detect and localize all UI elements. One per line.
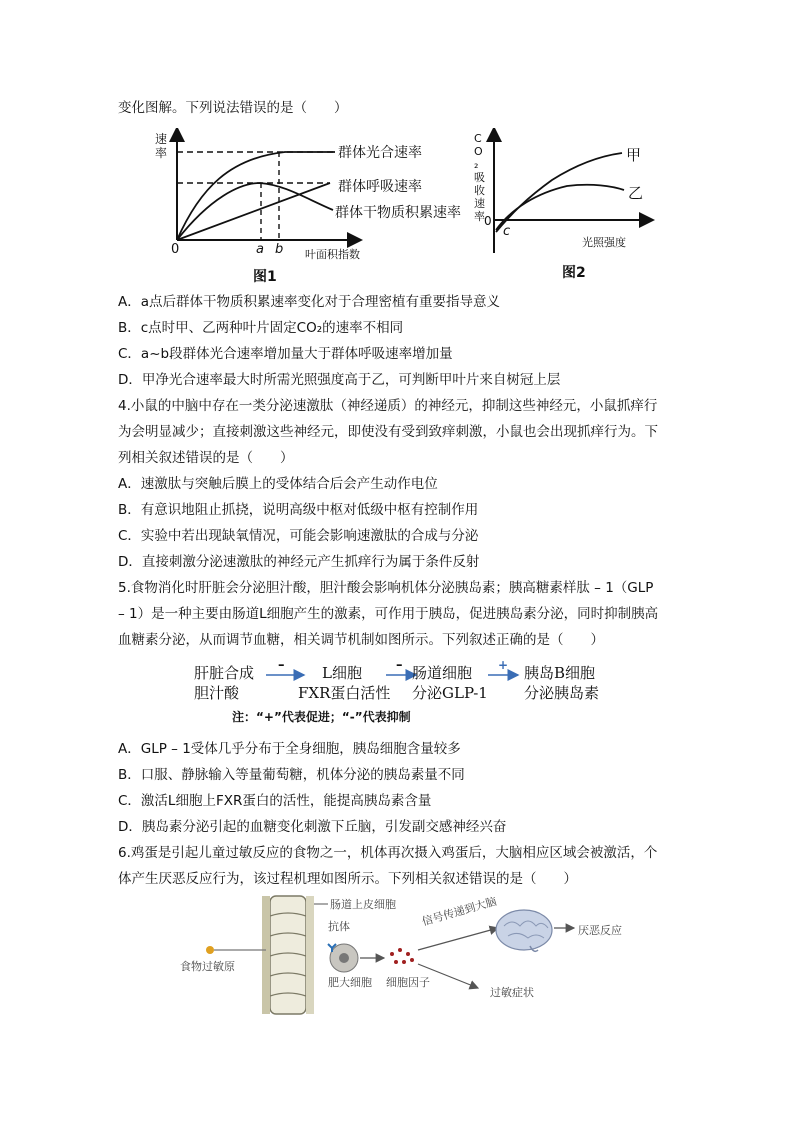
fig2-ylabel: CO₂吸收速率 (474, 132, 485, 223)
q6-label-epithelium: 肠道上皮细胞 (330, 898, 396, 911)
q4-stem-line-3: 列相关叙述错误的是（ ） (118, 450, 294, 466)
fig1-label-accumulation: 群体干物质积累速率 (335, 205, 461, 221)
fig1-caption: 图1 (253, 269, 277, 285)
q4-option-b: B．有意识地阻止抓挠，说明高级中枢对低级中枢有控制作用 (118, 502, 479, 518)
fig1-tick-b: b (275, 242, 284, 257)
q6-figure-svg (178, 892, 658, 1018)
q3-option-a: A．a点后群体干物质积累速率变化对于合理密植有重要指导意义 (118, 294, 501, 310)
epithelium-cells (262, 896, 314, 1014)
antigen-dot (206, 946, 214, 954)
q4-stem-line-2: 为会明显减少；直接刺激这些神经元，即使没有受到致痒刺激，小鼠也会出现抓痒行为。下 (118, 424, 658, 440)
q6-label-antigen: 食物过敏原 (180, 960, 235, 973)
q3-option-d: D．甲净光合速率最大时所需光照强度高于乙，可判断甲叶片来自树冠上层 (118, 372, 561, 388)
flow-sign-1: – (278, 658, 285, 673)
q3-stem-tail: 变化图解。下列说法错误的是（ ） (118, 100, 348, 116)
q6-stem-line-1: 6.鸡蛋是引起儿童过敏反应的食物之一，机体再次摄入鸡蛋后，大脑相应区域会被激活，个 (118, 845, 658, 861)
q4-stem-line-1: 4.小鼠的中脑中存在一类分泌速激肽（神经递质）的神经元，抑制这些神经元，小鼠抓痒行 (118, 398, 658, 414)
cytokine-dots (390, 948, 414, 964)
flow-node2-bottom: FXR蛋白活性 (298, 684, 391, 702)
q4-option-c: C．实验中若出现缺氧情况，可能会影响速激肽的合成与分泌 (118, 528, 479, 544)
q6-label-aversion: 厌恶反应 (578, 924, 622, 937)
q6-label-mast: 肥大细胞 (328, 976, 372, 989)
fig1-ylabel-2: 率 (155, 146, 168, 160)
q5-option-d: D．胰岛素分泌引起的血糖变化刺激下丘脑，引发副交感神经兴奋 (118, 819, 507, 835)
figure-2 (472, 128, 657, 288)
fig2-caption: 图2 (562, 265, 586, 281)
fig2-curve-yi (496, 185, 624, 230)
figure-1 (155, 128, 485, 288)
flow-node3-top: 肠道细胞 (412, 664, 473, 682)
flow-node3-bottom: 分泌GLP-1 (412, 684, 488, 702)
fig1-ylabel-1: 速 (155, 132, 168, 146)
fig2-label-yi: 乙 (628, 184, 644, 202)
q3-option-b: B．c点时甲、乙两种叶片固定CO₂的速率不相同 (118, 320, 404, 336)
fig1-label-respiration: 群体呼吸速率 (338, 179, 422, 195)
fig1-xlabel: 叶面积指数 (305, 248, 360, 261)
fig1-curve-respiration (177, 183, 330, 240)
brain-shape (496, 910, 552, 951)
flow-sign-3: + (498, 658, 509, 672)
flow-note: 注：“+”代表促进；“-”代表抑制 (232, 710, 411, 724)
flow-node1-top: 肝脏合成 (194, 664, 255, 682)
q5-stem-line-2: – 1）是一种主要由肠道L细胞产生的激素，可作用于胰岛，促进胰岛素分泌，同时抑制胰高 (118, 606, 659, 622)
q6-figure (178, 892, 658, 1018)
q6-label-antibody: 抗体 (328, 920, 350, 933)
fig1-curve-photosynthesis (177, 152, 335, 240)
flow-sign-2: – (396, 658, 403, 673)
fig2-tick-c: c (503, 224, 511, 239)
flow-node1-bottom: 胆汁酸 (194, 684, 240, 702)
flow-node4-bottom: 分泌胰岛素 (524, 684, 600, 702)
q6-stem-line-2: 体产生厌恶反应行为，该过程机理如图所示。下列相关叙述错误的是（ ） (118, 871, 577, 887)
fig1-origin: 0 (171, 242, 180, 257)
q3-option-c: C．a~b段群体光合速率增加量大于群体呼吸速率增加量 (118, 346, 453, 362)
q6-label-signal: 信号传递到大脑 (420, 894, 499, 929)
fig1-label-photosynthesis: 群体光合速率 (338, 145, 422, 161)
q5-option-b: B．口服、静脉输入等量葡萄糖，机体分泌的胰岛素量不同 (118, 767, 465, 783)
q6-label-cytokine: 细胞因子 (386, 976, 430, 989)
q6-label-allergy: 过敏症状 (490, 986, 534, 999)
q5-stem-line-3: 血糖素分泌，从而调节血糖，相关调节机制如图所示。下列叙述正确的是（ ） (118, 632, 604, 648)
fig2-xlabel: 光照强度 (582, 236, 626, 249)
fig2-origin: 0 (484, 214, 492, 228)
q4-option-d: D．直接刺激分泌速激肽的神经元产生抓痒行为属于条件反射 (118, 554, 480, 570)
flow-node2-top: L细胞 (322, 664, 362, 682)
fig1-tick-a: a (256, 242, 264, 257)
q5-stem-line-1: 5.食物消化时肝脏会分泌胆汁酸，胆汁酸会影响机体分泌胰岛素；胰高糖素样肽 – 1（GLP (118, 580, 654, 596)
flow-node4-top: 胰岛B细胞 (524, 664, 596, 682)
q5-flow-diagram (190, 658, 620, 728)
fig2-label-jia: 甲 (626, 146, 642, 164)
q5-option-c: C．激活L细胞上FXR蛋白的活性，能提高胰岛素含量 (118, 793, 432, 809)
q4-option-a: A．速激肽与突触后膜上的受体结合后会产生动作电位 (118, 476, 438, 492)
q5-option-a: A．GLP – 1受体几乎分布于全身细胞，胰岛细胞含量较多 (118, 741, 461, 757)
